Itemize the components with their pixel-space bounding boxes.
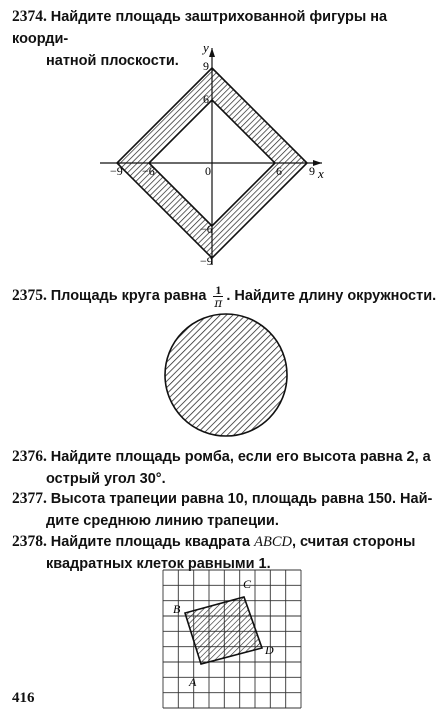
problem-text-before: Площадь круга равна — [50, 288, 207, 305]
problem-text-line2: дите среднюю линию трапеции. — [46, 513, 279, 529]
y-tick-label: −9 — [200, 254, 213, 268]
x-tick-label: 9 — [309, 164, 315, 178]
problem-2376 — [12, 446, 437, 490]
fraction-numerator: 1 — [215, 283, 222, 297]
problem-2375 — [12, 284, 437, 309]
x-axis-label: x — [318, 166, 324, 181]
figure-2375-circle — [165, 314, 287, 436]
vertex-label-d: D — [265, 643, 274, 657]
x-tick-label: −6 — [142, 164, 155, 178]
y-axis-arrow — [209, 48, 215, 57]
page-number: 416 — [12, 690, 35, 706]
origin-label: 0 — [205, 164, 211, 178]
problem-text-after: . Найдите длину окружности. — [226, 288, 437, 305]
problem-text-line1: Найдите площадь ромба, если его высота равна 2, а — [50, 449, 431, 465]
y-tick-label: 9 — [203, 59, 209, 73]
problem-number: 2378. — [12, 533, 47, 550]
problem-2377 — [12, 488, 437, 532]
figure-2378-grid — [163, 570, 303, 710]
square-abcd — [185, 597, 262, 664]
fraction-denominator: π — [214, 296, 223, 310]
y-tick-label: 6 — [203, 92, 209, 106]
problem-text-line1: Найдите площадь заштрихованной фигуры на коорди- — [12, 9, 388, 47]
problem-number: 2375. — [12, 287, 47, 305]
problem-2378 — [12, 531, 437, 575]
problem-text-b: , считая стороны — [292, 534, 416, 550]
y-tick-label: −6 — [200, 222, 213, 236]
problem-text-line2: натной плоскости. — [46, 53, 179, 69]
y-axis-label: y — [203, 40, 209, 55]
problem-text-line1: Высота трапеции равна 10, площадь равна 150. Най- — [50, 491, 433, 507]
problem-text-line2: квадратных клеток равными 1. — [46, 556, 271, 572]
problem-number: 2377. — [12, 490, 47, 507]
vertex-label-b: B — [173, 602, 181, 616]
x-tick-label: −9 — [110, 164, 123, 178]
problem-number: 2374. — [12, 8, 47, 25]
problem-number: 2376. — [12, 448, 47, 465]
x-tick-label: 6 — [276, 164, 282, 178]
fraction — [213, 284, 223, 309]
vertex-label-a: A — [189, 675, 197, 689]
problem-text-a: Найдите площадь квадрата — [50, 534, 255, 550]
problem-text-line2: острый угол 30°. — [46, 471, 166, 487]
vertex-label-c: C — [243, 577, 252, 591]
variable-abcd: ABCD — [254, 534, 292, 550]
